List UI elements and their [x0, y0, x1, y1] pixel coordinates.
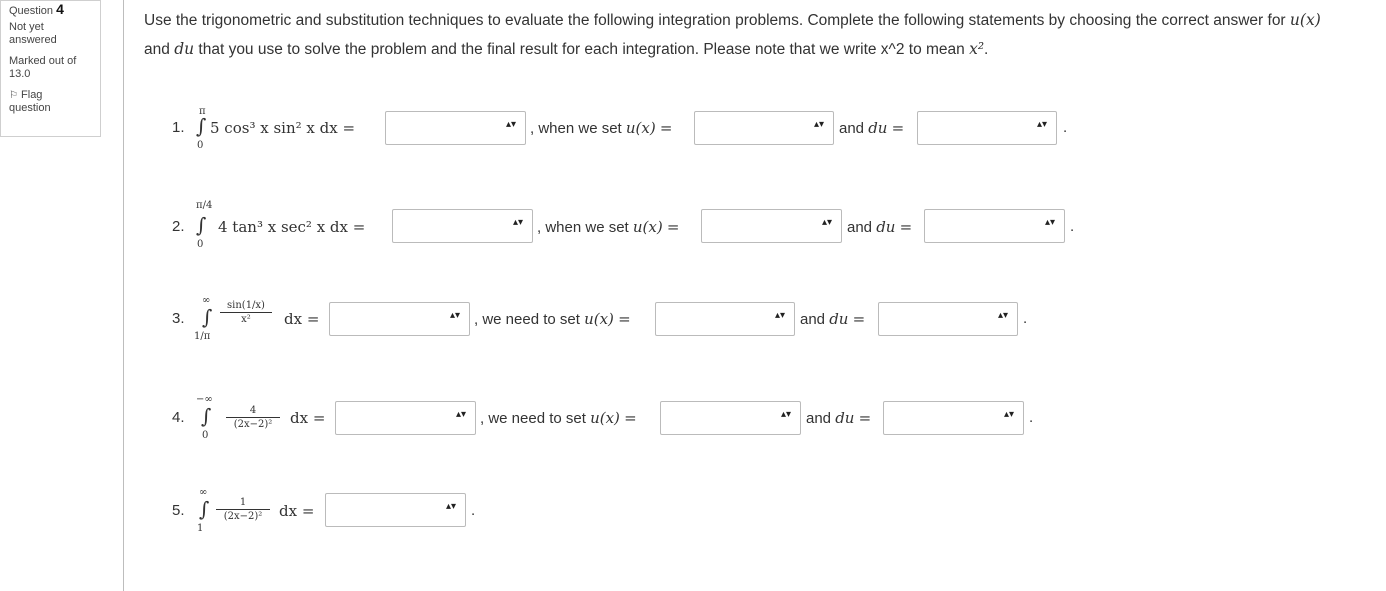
- problem-number: 5.: [172, 502, 185, 519]
- integral-sign: ∫: [202, 305, 213, 329]
- problem-number: 4.: [172, 409, 185, 426]
- integrand: dx =: [290, 409, 326, 427]
- period: .: [1023, 310, 1028, 327]
- problem-number: 1.: [172, 119, 185, 136]
- and-du-label: and du =: [800, 310, 866, 328]
- problem-phrase: , when we set u(x) =: [537, 218, 680, 236]
- answer-select-4-u[interactable]: ▴▾: [660, 401, 801, 435]
- answer-select-1-result[interactable]: ▴▾: [385, 111, 526, 145]
- upper-limit: ∞: [199, 487, 208, 498]
- integrand-fraction: sin(1/x) x²: [220, 300, 272, 325]
- period: .: [1070, 218, 1075, 235]
- integrand-fraction: 1 (2x−2)²: [216, 497, 270, 522]
- answer-select-2-u[interactable]: ▴▾: [701, 209, 842, 243]
- upper-limit: −∞: [196, 394, 213, 405]
- answer-select-1-u[interactable]: ▴▾: [694, 111, 834, 145]
- period: .: [1063, 119, 1068, 136]
- problem-phrase: , we need to set u(x) =: [474, 310, 631, 328]
- answer-select-1-du[interactable]: ▴▾: [917, 111, 1057, 145]
- problem-phrase: , we need to set u(x) =: [480, 409, 637, 427]
- problem-number: 3.: [172, 310, 185, 327]
- integrand-fraction: 4 (2x−2)²: [226, 405, 280, 430]
- lower-limit: 1: [197, 523, 204, 534]
- answer-select-2-du[interactable]: ▴▾: [924, 209, 1065, 243]
- upper-limit: ∞: [202, 295, 211, 306]
- answer-select-5-result[interactable]: ▴▾: [325, 493, 466, 527]
- content-divider: [123, 0, 124, 591]
- answer-select-3-u[interactable]: ▴▾: [655, 302, 795, 336]
- integrand: dx =: [284, 310, 320, 328]
- period: .: [471, 502, 476, 519]
- integrand: 4 tan³ x sec² x dx =: [218, 218, 366, 236]
- question-number: Question 4: [9, 1, 64, 17]
- flag-question-link[interactable]: ⚐ Flag question: [9, 89, 51, 114]
- and-du-label: and du =: [839, 119, 905, 137]
- answer-select-4-result[interactable]: ▴▾: [335, 401, 476, 435]
- integral-sign: ∫: [196, 114, 207, 138]
- lower-limit: 1/π: [194, 331, 211, 342]
- answer-select-3-du[interactable]: ▴▾: [878, 302, 1018, 336]
- answer-select-4-du[interactable]: ▴▾: [883, 401, 1024, 435]
- upper-limit: π/4: [196, 200, 213, 211]
- integrand: dx =: [279, 502, 315, 520]
- lower-limit: 0: [202, 430, 209, 441]
- problem-number: 2.: [172, 218, 185, 235]
- answer-select-3-result[interactable]: ▴▾: [329, 302, 470, 336]
- flag-icon: ⚐: [9, 90, 18, 101]
- lower-limit: 0: [197, 239, 204, 250]
- integral-sign: ∫: [196, 213, 207, 237]
- integral-sign: ∫: [201, 404, 212, 428]
- lower-limit: 0: [197, 140, 204, 151]
- question-info-panel: [0, 0, 101, 137]
- answer-select-2-result[interactable]: ▴▾: [392, 209, 533, 243]
- and-du-label: and du =: [806, 409, 872, 427]
- question-status: Not yet answered: [9, 21, 57, 46]
- integrand: 5 cos³ x sin² x dx =: [210, 119, 356, 137]
- integral-sign: ∫: [199, 497, 210, 521]
- upper-limit: π: [199, 106, 206, 117]
- question-prompt: Use the trigonometric and substitution techniques to evaluate the following integration problems. Complete the following statements by choosing the correct answer for u(x) and du that you use to solve the problem and the final result for each integration. Please note that we write x^2 to mean x².: [144, 11, 1321, 58]
- marked-out-of: Marked out of 13.0: [9, 55, 77, 80]
- period: .: [1029, 409, 1034, 426]
- and-du-label: and du =: [847, 218, 913, 236]
- problem-phrase: , when we set u(x) =: [530, 119, 673, 137]
